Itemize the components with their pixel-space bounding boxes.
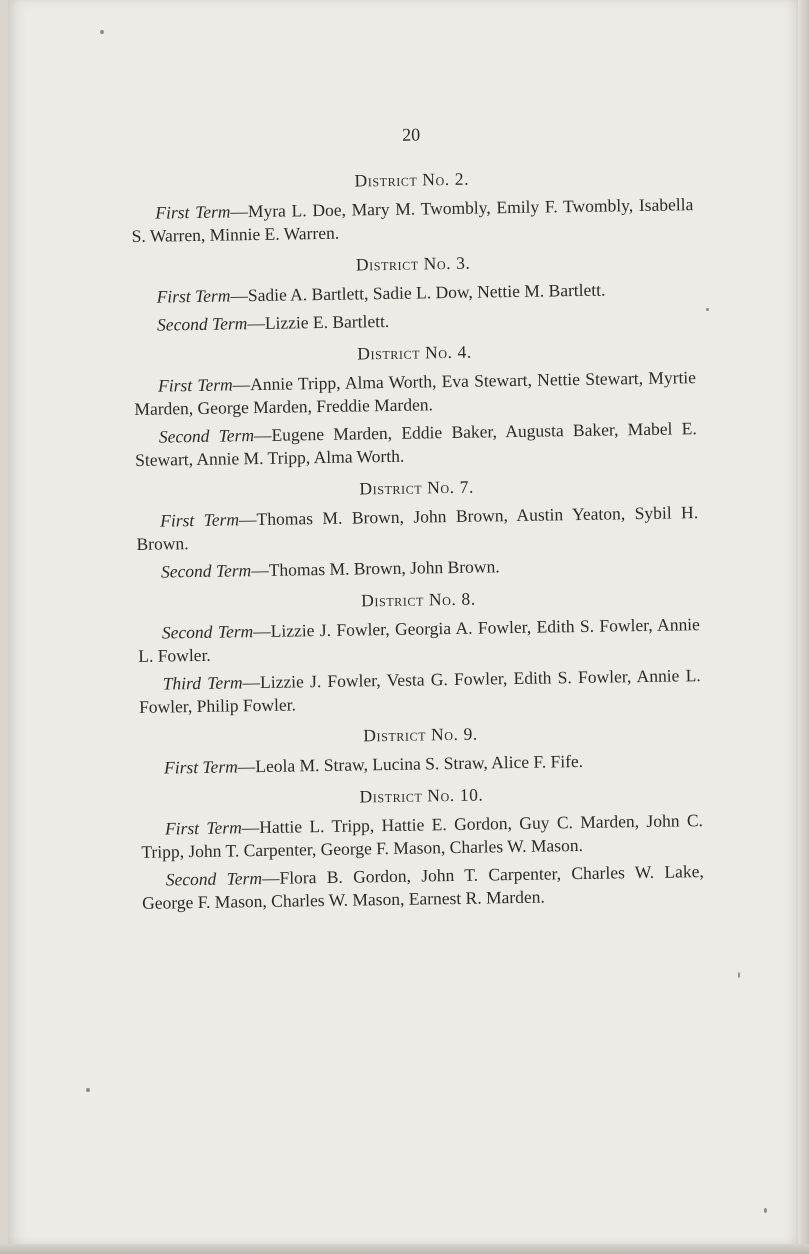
term-label: Second Term (156, 313, 248, 335)
term-label: Second Term (161, 621, 254, 643)
term-label: First Term (163, 756, 238, 778)
page-bottom-edge (0, 1244, 809, 1254)
term-names: —Leola M. Straw, Lucina S. Straw, Alice F. Fife. (237, 750, 584, 777)
term-label: Third Term (162, 672, 243, 694)
district-section (133, 337, 697, 472)
term-paragraph (133, 305, 695, 337)
district-section (131, 164, 694, 248)
term-paragraph (138, 613, 701, 668)
term-label: First Term (156, 285, 231, 307)
district-section (136, 472, 700, 584)
term-paragraph (136, 501, 699, 556)
paper-speck (86, 1088, 90, 1092)
term-paragraph (134, 366, 697, 421)
paper-speck (738, 972, 740, 978)
district-heading: District No. 10. (359, 784, 484, 807)
term-names: —Myra L. Doe, Mary M. Twombly, Emily F. Twombly, Isabella S. Warren, Minnie E. Warren. (131, 194, 694, 246)
term-paragraph (142, 860, 705, 915)
term-paragraph (139, 664, 702, 719)
term-paragraph (140, 748, 702, 780)
district-heading: District No. 9. (363, 723, 478, 746)
district-heading: District No. 3. (355, 252, 471, 275)
district-section (137, 584, 701, 719)
term-names: —Lizzie E. Bartlett. (247, 310, 390, 334)
district-section (132, 248, 695, 337)
term-label: Second Term (165, 868, 263, 890)
district-section (140, 780, 704, 915)
document-page (8, 0, 798, 1244)
district-heading: District No. 4. (357, 341, 472, 364)
term-names: —Flora B. Gordon, John T. Carpenter, Charles W. Lake, George F. Mason, Charles W. Mason, Earnest R. Marden. (142, 861, 704, 913)
district-heading: District No. 7. (359, 476, 475, 499)
page-edge (798, 0, 809, 1254)
term-names: —Sadie A. Bartlett, Sadie L. Dow, Nettie M. Bartlett. (230, 279, 606, 306)
term-label: Second Term (158, 425, 255, 447)
term-paragraph (131, 193, 694, 248)
term-label: First Term (164, 817, 242, 839)
term-names: —Hattie L. Tripp, Hattie E. Gordon, Guy C. Marden, John C. Tripp, John T. Carpenter, George F. Mason, Charles W. Mason. (141, 810, 704, 862)
term-names: —Thomas M. Brown, John Brown, Austin Yeaton, Sybil H. Brown. (136, 502, 699, 554)
term-names: —Thomas M. Brown, John Brown. (251, 556, 500, 581)
term-names: —Lizzie J. Fowler, Vesta G. Fowler, Edith S. Fowler, Annie L. Fowler, Philip Fowler. (138, 665, 701, 717)
term-names: —Annie Tripp, Alma Worth, Eva Stewart, Nettie Stewart, Myrtie Marden, George Marden, Freddie Marden. (134, 367, 697, 419)
term-label: First Term (155, 201, 231, 223)
district-heading: District No. 8. (361, 588, 476, 611)
term-names: —Lizzie J. Fowler, Georgia A. Fowler, Edith S. Fowler, Annie L. Fowler. (138, 614, 701, 666)
district-heading: District No. 2. (354, 168, 470, 191)
term-paragraph (137, 552, 699, 584)
term-label: First Term (160, 509, 240, 531)
term-label: First Term (157, 374, 233, 396)
term-paragraph (132, 277, 694, 309)
district-section (139, 719, 702, 780)
term-paragraph (141, 809, 704, 864)
paper-speck (706, 308, 709, 311)
paper-speck (100, 30, 104, 34)
text-block (130, 119, 704, 920)
page-number: 20 (401, 124, 421, 145)
paper-speck (764, 1208, 767, 1213)
term-names: —Eugene Marden, Eddie Baker, Augusta Baker, Mabel E. Stewart, Annie M. Tripp, Alma Worth. (135, 418, 697, 470)
term-label: Second Term (160, 560, 252, 582)
term-paragraph (135, 417, 698, 472)
